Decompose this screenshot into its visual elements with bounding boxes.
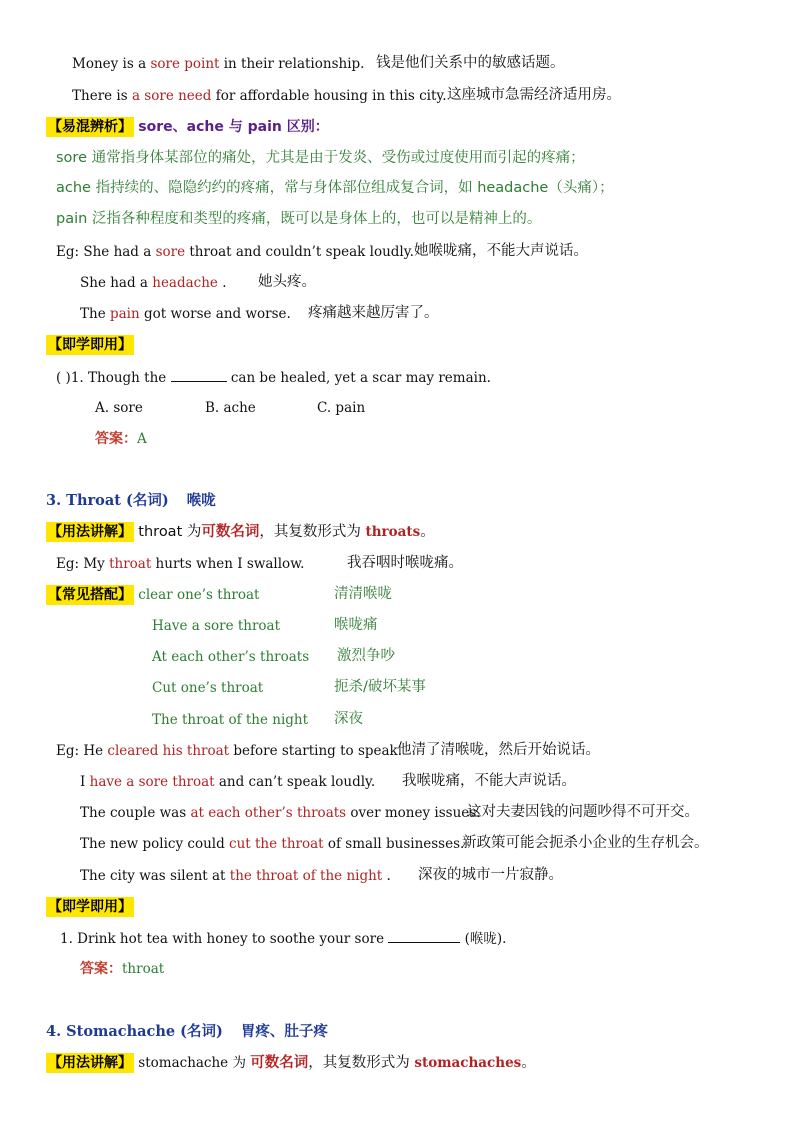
usage-highlight: 可数名词 [201, 524, 260, 540]
example-text: She had a [83, 244, 156, 260]
example-text: in their relationship. [219, 56, 365, 72]
confusion-example [80, 304, 291, 324]
example-text: . [382, 868, 391, 884]
example-text: hurts when I swallow. [151, 556, 305, 572]
confusion-heading [46, 117, 329, 137]
example-text: got worse and worse. [139, 306, 291, 322]
example-highlight: sore point [150, 56, 220, 72]
example-translation: 她头疼。 [258, 274, 316, 290]
example-translation: 疼痛越来越厉害了。 [308, 305, 439, 321]
answer-label: 答案： [80, 961, 122, 977]
example-text: The couple was [80, 805, 191, 821]
section-4-heading [46, 1022, 328, 1042]
collocation-en: The throat of the night [152, 712, 309, 728]
example-translation: 我喉咙痛，不能大声说话。 [402, 773, 576, 789]
definition: 指持续的、隐隐约约的疼痛，常与身体部位组成复合词，如 [90, 180, 478, 196]
answer-label: 答案： [95, 431, 137, 447]
example-translation: 钱是他们关系中的敏感话题。 [376, 55, 565, 71]
collocation-row [46, 585, 259, 605]
example-text: Eg: He [56, 743, 108, 759]
example-highlight: throat [109, 556, 152, 572]
example-text: I [80, 774, 90, 790]
confusion-example [56, 242, 414, 262]
usage-highlight: 可数名词 [250, 1055, 309, 1071]
eg-label: Eg: [56, 244, 84, 260]
section-zh-title: 喉咙 [186, 493, 216, 509]
question-text: 1. Drink hot tea with honey to soothe your sore [60, 931, 389, 947]
example-translation: 深夜的城市一片寂静。 [418, 867, 563, 883]
option-a: A. sore [95, 400, 143, 416]
collocation-zh: 激烈争吵 [337, 648, 395, 664]
section-3-example [56, 741, 402, 761]
example-text: There is [72, 88, 132, 104]
collocation-zh: 清清喉咙 [334, 586, 392, 602]
collocation-zh: 喉咙痛 [334, 617, 378, 633]
term: pain [56, 211, 88, 227]
example-sore-point [72, 54, 364, 74]
example-text: The [80, 306, 110, 322]
term: headache [477, 180, 549, 196]
example-text: She had a [80, 275, 153, 291]
answer-value: A [137, 431, 147, 447]
option-b: B. ache [205, 400, 256, 416]
example-highlight: cleared his throat [107, 743, 230, 759]
answer-blank[interactable] [171, 367, 227, 382]
section-3-example [80, 772, 375, 792]
usage-plural: stomachaches [414, 1055, 522, 1071]
usage-tag: 【用法讲解】 [48, 1055, 132, 1071]
section-3-example [56, 554, 304, 574]
confusion-line-ache [56, 178, 614, 198]
usage-tag: 【用法讲解】 [48, 524, 132, 540]
question-text: ( )1. Though the [56, 370, 171, 386]
definition: （头痛）； [548, 180, 614, 196]
usage-text: stomachache 为 [138, 1055, 251, 1071]
usage-text: throat 为 [138, 524, 202, 540]
confusion-line-sore [56, 148, 585, 168]
collocation-zh: 扼杀/破坏某事 [334, 679, 426, 695]
example-text: and can’t speak loudly. [214, 774, 376, 790]
section-3-example [80, 834, 464, 854]
example-translation: 他清了清喉咙，然后开始说话。 [397, 742, 600, 758]
example-highlight: cut the throat [229, 836, 324, 852]
usage-plural: throats [365, 524, 421, 540]
section-4-usage [46, 1053, 536, 1073]
practice-tag [46, 335, 134, 355]
definition: 通常指身体某部位的痛处，尤其是由于发炎、受伤或过度使用而引起的疼痛； [87, 150, 585, 166]
term: ache [56, 180, 91, 196]
answer-blank[interactable] [388, 928, 460, 943]
section-3-example [80, 803, 480, 823]
example-highlight: at each other’s throats [190, 805, 347, 821]
example-translation: 这座城市急需经济适用房。 [447, 87, 621, 103]
example-translation: 这对夫妻因钱的问题吵得不可开交。 [467, 804, 699, 820]
example-text: The new policy could [80, 836, 230, 852]
example-text: The city was silent at [80, 868, 230, 884]
section-zh-title: 胃疼、肚子疼 [240, 1024, 328, 1040]
example-text: . [217, 275, 227, 291]
section-3-usage [46, 522, 435, 542]
usage-text: ，其复数形式为 [308, 1055, 415, 1071]
answer [95, 429, 147, 449]
example-translation: 新政策可能会扼杀小企业的生存机会。 [462, 835, 709, 851]
practice-tag-label: 【即学即用】 [48, 337, 132, 353]
confusion-line-pain [56, 209, 541, 229]
example-text: for affordable housing in this city. [211, 88, 447, 104]
answer [80, 959, 164, 979]
section-number: 3. Throat (名词) [46, 492, 169, 509]
practice-question [60, 928, 506, 949]
example-text: of small businesses. [323, 836, 465, 852]
practice-question [56, 367, 491, 388]
example-highlight: have a sore throat [89, 774, 215, 790]
usage-text: ，其复数形式为 [259, 524, 366, 540]
example-highlight: the throat of the night [229, 868, 383, 884]
example-translation: 我吞咽时喉咙痛。 [347, 555, 463, 571]
example-text: Eg: My [56, 556, 110, 572]
example-text: Money is a [72, 56, 151, 72]
question-text: (喉咙). [460, 931, 507, 947]
example-text: throat and couldn’t speak loudly. [185, 244, 414, 260]
example-translation: 她喉咙痛，不能大声说话。 [414, 243, 588, 259]
answer-value: throat [122, 961, 165, 977]
section-number: 4. Stomachache (名词) [46, 1023, 223, 1040]
usage-text: 。 [521, 1055, 536, 1071]
definition: 泛指各种程度和类型的疼痛，既可以是身体上的，也可以是精神上的。 [87, 211, 542, 227]
section-3-heading [46, 491, 216, 511]
term: sore [56, 150, 87, 166]
option-c: C. pain [317, 400, 366, 416]
example-highlight: headache [152, 275, 218, 291]
example-text: over money issues. [346, 805, 481, 821]
example-highlight: a sore need [131, 88, 212, 104]
collocation-en: Have a sore throat [152, 618, 281, 634]
example-sore-need [72, 86, 447, 106]
example-text: before starting to speak. [229, 743, 403, 759]
collocation-en: At each other’s throats [152, 649, 310, 665]
usage-text: 。 [420, 524, 435, 540]
confusion-title: sore、ache 与 pain 区别： [138, 119, 329, 135]
section-3-example [80, 866, 391, 886]
confusion-example [80, 273, 227, 293]
example-highlight: sore [155, 244, 186, 260]
collocation-tag: 【常见搭配】 [48, 587, 132, 603]
question-text: can be healed, yet a scar may remain. [226, 370, 491, 386]
collocation-en: clear one’s throat [138, 587, 260, 603]
practice-tag-label: 【即学即用】 [48, 899, 132, 915]
collocation-en: Cut one’s throat [152, 680, 264, 696]
confusion-tag: 【易混辨析】 [48, 119, 132, 135]
practice-tag [46, 897, 134, 917]
example-highlight: pain [109, 306, 140, 322]
collocation-zh: 深夜 [334, 711, 363, 727]
